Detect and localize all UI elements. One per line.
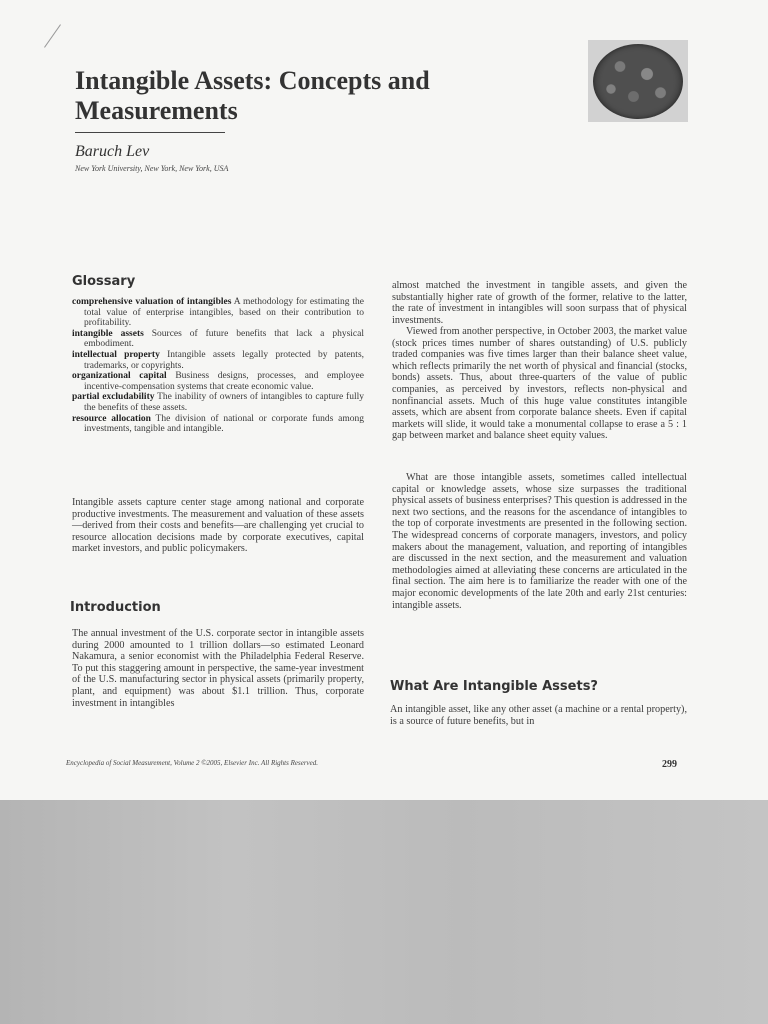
glossary-definition: Business designs, processes, and employee incentive-compensation systems that create economic value. xyxy=(84,371,364,392)
introduction-heading: Introduction xyxy=(70,600,161,615)
glossary-list xyxy=(72,297,364,435)
page-number: 299 xyxy=(662,759,677,770)
body-paragraph: An intangible asset, like any other asset (a machine or a rental property), is a source of future benefits, but in xyxy=(390,704,687,727)
scanner-background xyxy=(0,800,768,1024)
author-affiliation: New York University, New York, New York, USA xyxy=(75,164,229,173)
glossary-term: intangible assets xyxy=(72,328,144,339)
introduction-paragraph: The annual investment of the U.S. corporate sector in intangible assets during 2000 amounted to 1 trillion dollars—so estimated Leonard Nakamura, a senior economist with the Philadelphia Federal Reserve. To put this staggering amount in perspective, the same-year investment of the U.S. manufacturing sector in physical assets (primarily property, plant, and equipment) was about $1.1 trillion. Thus, corporate investment in intangibles xyxy=(72,628,364,709)
title-rule xyxy=(75,132,225,133)
glossary-term: partial excludability xyxy=(72,392,155,403)
abstract-paragraph: Intangible assets capture center stage among national and corporate productive investments. The measurement and valuation of these assets—derived from their costs and benefits—are challenging yet crucial to resource allocation decisions made by corporate executives, capital market investors, and public policymakers. xyxy=(72,497,364,555)
glossary-entry xyxy=(72,392,364,413)
glossary-definition: Sources of future benefits that lack a physical embodiment. xyxy=(84,328,364,350)
glossary-entry xyxy=(72,414,364,435)
glossary-term: comprehensive valuation of intangibles xyxy=(72,297,232,307)
body-paragraph: Viewed from another perspective, in October 2003, the market value (stock prices times number of shares outstanding) of U.S. publicly traded companies was five times larger than their balance sheet value, which reflects primarily the net worth of physical and financial (stocks, bonds) assets. Thus, about three-quarters of the value of public companies, as perceived by investors, reflects non-physical and nonfinancial assets. Much of this huge value constitutes intangible assets, which are absent from corporate balance sheets. Even if capital markets will slide, it would take a monumental collapse to erase a 5 : 1 gap between market and balance sheet equity values. xyxy=(392,326,687,442)
glossary-term: organizational capital xyxy=(72,371,167,382)
encyclopedia-emblem xyxy=(588,40,688,122)
glossary-definition: The division of national or corporate funds among investments, tangible and intangible. xyxy=(84,413,364,435)
glossary-definition: A methodology for estimating the total value of enterprise intangibles, based on their contribution to profitability. xyxy=(84,297,364,329)
body-paragraph: almost matched the investment in tangible assets, and given the substantially higher rate of growth of the former, relative to the latter, the rate of investment in intangibles will soon surpass that of physical investments. xyxy=(392,280,687,326)
scan-mark xyxy=(44,24,61,48)
section-heading: What Are Intangible Assets? xyxy=(390,679,598,694)
article-title: Intangible Assets: Concepts and Measurements xyxy=(75,66,430,125)
footer-citation: Encyclopedia of Social Measurement, Volume 2 ©2005, Elsevier Inc. All Rights Reserved. xyxy=(66,759,319,767)
glossary-entry xyxy=(72,350,364,371)
author-name: Baruch Lev xyxy=(75,143,150,160)
glossary-term: resource allocation xyxy=(72,413,151,424)
glossary-definition: The inability of owners of intangibles to capture fully the benefits of these assets. xyxy=(84,392,365,413)
glossary-heading: Glossary xyxy=(72,274,136,289)
body-paragraph: What are those intangible assets, sometimes called intellectual capital or knowledge assets, whose size surpasses the traditional physical assets of business enterprises? This question is addressed in the next two sections, and the reasons for the ascendance of intangibles to the top of corporate investments are presented in the following section. The widespread concerns of corporate managers, investors, and policy makers about the management, valuation, and reporting of intangibles are discussed in the next section, and the measurement and valuation methodologies aimed at alleviating these concerns are articulated in the final section. The aim here is to familiarize the reader with one of the major economic developments of the late 20th and early 21st centuries: intangible assets. xyxy=(392,472,687,611)
glossary-entry xyxy=(72,297,364,329)
glossary-entry xyxy=(72,329,364,350)
emblem-icon xyxy=(593,44,683,119)
glossary-term: intellectual property xyxy=(72,349,160,360)
glossary-definition: Intangible assets legally protected by patents, trademarks, or copyrights. xyxy=(84,349,365,371)
glossary-entry xyxy=(72,371,364,392)
